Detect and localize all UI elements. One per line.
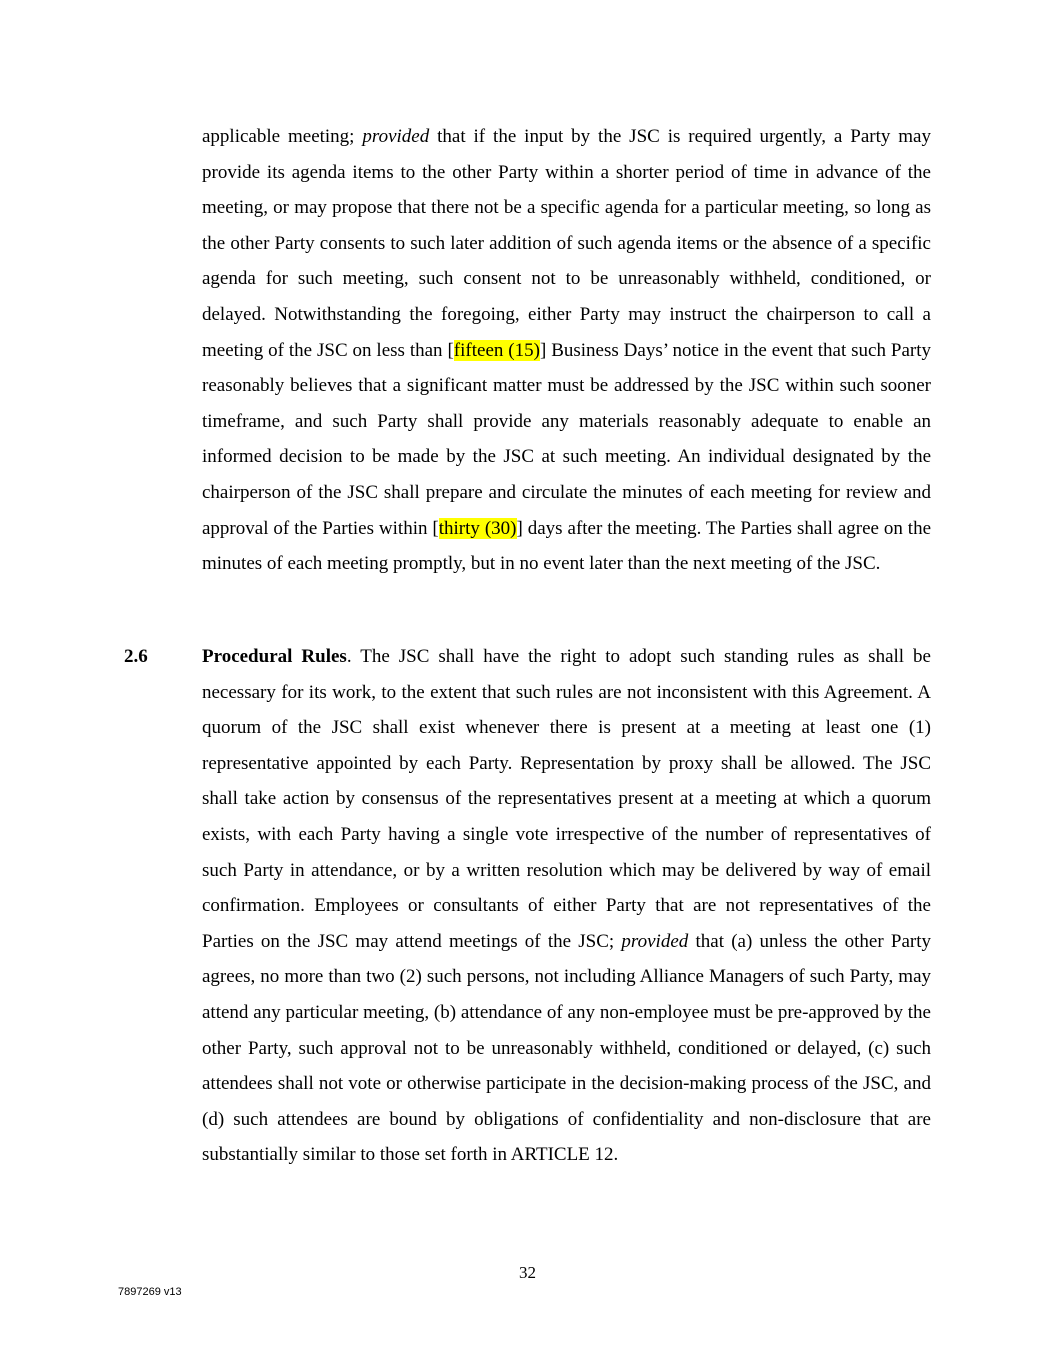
- page-number: 32: [519, 1263, 536, 1282]
- paragraph-text: that if the input by the JSC is required urgently, a Party may provide its agenda items to the other Party within a shorter period of time in advance of the meeting, or may propose that there not be a specific agenda for a particular meeting, so long as the other Party consents to such later addition of such agenda items or the absence of a specific agenda for such meeting, such consent not to be unreasonably withheld, conditioned, or delayed. Notwithstanding the foregoing, either Party may instruct the chairperson to call a meeting of the JSC on less than [: [202, 126, 931, 361]
- paragraph-text: ] days after the meeting. The Parties shall agree on the minutes of each meeting promptly, but in no event later than the next meeting of the JSC.: [202, 517, 932, 575]
- paragraph-continued: [202, 119, 931, 582]
- section-2-6-paragraph: [202, 639, 931, 1173]
- highlighted-term-fifteen: fifteen (15): [453, 339, 540, 361]
- document-id: 7897269 v13: [118, 1286, 182, 1298]
- paragraph-text: . The JSC shall have the right to adopt such standing rules as shall be necessary for its work, to the extent that such rules are not inconsistent with this Agreement. A quorum of the JSC shall exist whenever there is present at a meeting at least one (1) representative appointed by each Party. Representation by proxy shall be allowed. The JSC shall take action by consensus of the representatives present at a meeting at which a quorum exists, with each Party having a single vote irrespective of the number of representatives of such Party in attendance, or by a written resolution which may be delivered by way of email confirmation. Employees or consultants of either Party that are not representatives of the Parties on the JSC may attend meetings of the JSC;: [202, 646, 931, 952]
- paragraph-text: applicable meeting;: [202, 126, 363, 147]
- section-number: 2.6: [124, 646, 148, 667]
- paragraph-text: that (a) unless the other Party agrees, no more than two (2) such persons, not including Alliance Managers of such Party, may attend any particular meeting, (b) attendance of any non-employee must be pre-approved by the other Party, such approval not to be unreasonably withheld, conditioned or delayed, (c) such attendees shall not vote or otherwise participate in the decision-making process of the JSC, and (d) such attendees are bound by obligations of confidentiality and non-disclosure that are substantially similar to those set forth in ARTICLE 12.: [202, 930, 932, 1166]
- paragraph-text: ] Business Days’ notice in the event that such Party reasonably believes that a significant matter must be addressed by the JSC within such sooner timeframe, and such Party shall provide any materials reasonably adequate to enable an informed decision to be made by the JSC at such meeting. An individual designated by the chairperson of the JSC shall prepare and circulate the minutes of each meeting for review and approval of the Parties within [: [202, 339, 932, 539]
- highlighted-term-thirty: thirty (30): [438, 517, 517, 539]
- italic-provided: provided: [621, 930, 689, 952]
- section-heading: Procedural Rules: [202, 646, 347, 667]
- italic-provided: provided: [362, 126, 430, 147]
